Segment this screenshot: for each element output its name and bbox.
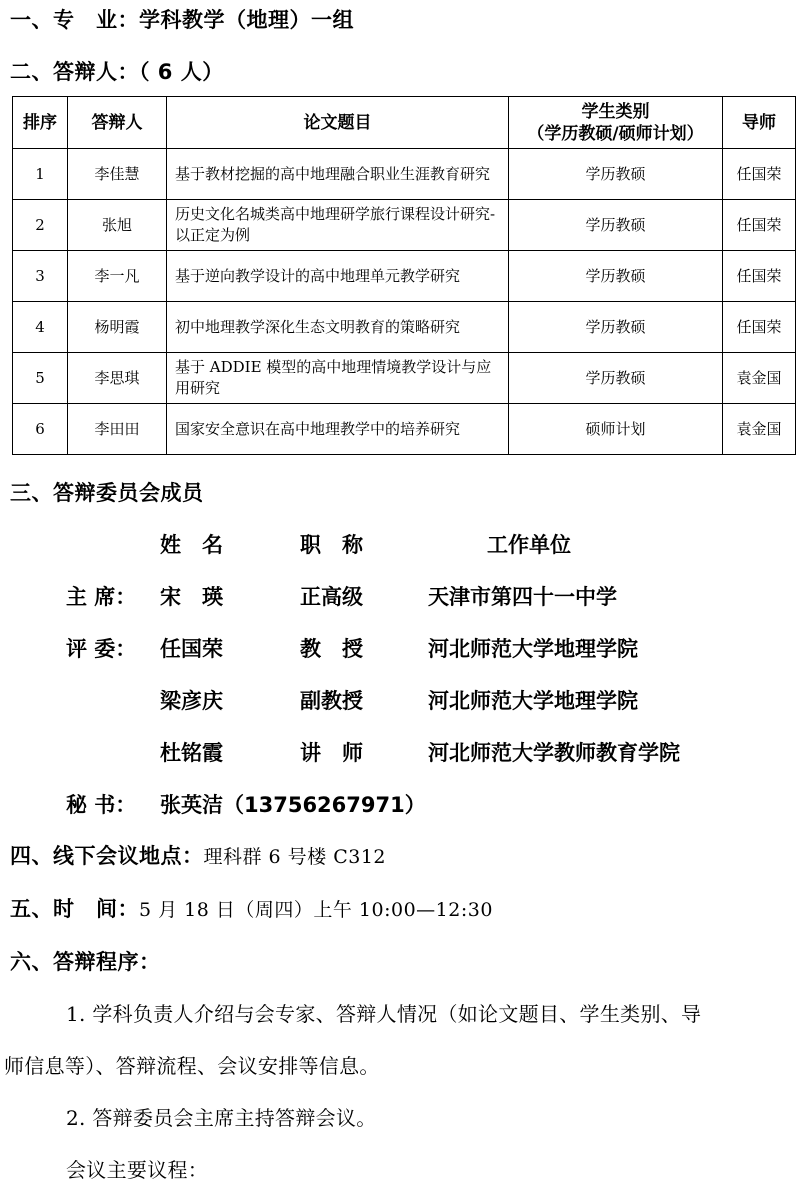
cell-thesis: 基于逆向教学设计的高中地理单元教学研究 bbox=[167, 251, 509, 302]
committee-member-row bbox=[0, 633, 797, 663]
cell-order: 1 bbox=[13, 149, 68, 200]
committee-header-title: 职 称 bbox=[300, 533, 363, 557]
committee-member-row bbox=[0, 685, 797, 715]
cell-student: 李佳慧 bbox=[68, 149, 167, 200]
member-title: 教 授 bbox=[300, 637, 363, 661]
procedure-step-1-line2: 师信息等）、答辩流程、会议安排等信息。 bbox=[4, 1054, 380, 1078]
cell-advisor: 任国荣 bbox=[723, 200, 796, 251]
cell-category: 学历教硕 bbox=[509, 149, 723, 200]
table-row bbox=[13, 149, 796, 200]
major-label: 一、专 业： bbox=[10, 8, 139, 32]
cell-student: 李一凡 bbox=[68, 251, 167, 302]
chair-name: 宋 瑛 bbox=[160, 585, 223, 609]
member-name: 杜铭霞 bbox=[160, 741, 223, 765]
committee-header-name: 姓 名 bbox=[160, 533, 223, 557]
table-row bbox=[13, 302, 796, 353]
header-category bbox=[509, 97, 723, 149]
table-row bbox=[13, 200, 796, 251]
cell-thesis: 历史文化名城类高中地理研学旅行课程设计研究-以正定为例 bbox=[167, 200, 509, 251]
table-header-row bbox=[13, 97, 796, 149]
secretary-value: 张英洁（13756267971） bbox=[160, 793, 426, 817]
cell-order: 5 bbox=[13, 353, 68, 404]
cell-advisor: 任国荣 bbox=[723, 302, 796, 353]
table-row bbox=[13, 353, 796, 404]
cell-order: 4 bbox=[13, 302, 68, 353]
agenda-label: 会议主要议程： bbox=[66, 1158, 209, 1182]
committee-heading: 三、答辩委员会成员 bbox=[10, 481, 204, 505]
cell-student: 李田田 bbox=[68, 404, 167, 455]
cell-category: 学历教硕 bbox=[509, 251, 723, 302]
header-thesis: 论文题目 bbox=[167, 97, 509, 149]
cell-student: 张旭 bbox=[68, 200, 167, 251]
cell-order: 2 bbox=[13, 200, 68, 251]
time-heading bbox=[10, 893, 493, 923]
header-student: 答辩人 bbox=[68, 97, 167, 149]
cell-thesis: 国家安全意识在高中地理教学中的培养研究 bbox=[167, 404, 509, 455]
procedure-step-1-line1: 1. 学科负责人介绍与会专家、答辩人情况（如论文题目、学生类别、导 bbox=[66, 1002, 702, 1026]
defenders-label: 二、答辩人： bbox=[10, 60, 139, 84]
header-category-line1: 学生类别 bbox=[581, 101, 650, 122]
cell-advisor: 袁金国 bbox=[723, 353, 796, 404]
committee-chair-row bbox=[0, 581, 797, 611]
committee-header-unit: 工作单位 bbox=[487, 533, 571, 557]
members-role: 评 委： bbox=[66, 637, 137, 661]
major-heading bbox=[10, 4, 354, 34]
member-unit: 河北师范大学地理学院 bbox=[428, 637, 638, 661]
cell-order: 3 bbox=[13, 251, 68, 302]
time-value: 5 月 18 日（周四）上午 10:00—12:30 bbox=[139, 899, 493, 921]
chair-role: 主 席： bbox=[66, 585, 137, 609]
venue-value: 理科群 6 号楼 C312 bbox=[203, 846, 387, 868]
cell-student: 杨明霞 bbox=[68, 302, 167, 353]
cell-thesis: 初中地理教学深化生态文明教育的策略研究 bbox=[167, 302, 509, 353]
defenders-count: （ 6 人） bbox=[139, 60, 224, 84]
committee-header-row bbox=[0, 529, 797, 559]
cell-category: 学历教硕 bbox=[509, 353, 723, 404]
cell-category: 学历教硕 bbox=[509, 302, 723, 353]
table-row bbox=[13, 251, 796, 302]
cell-student: 李思琪 bbox=[68, 353, 167, 404]
procedure-step-2: 2. 答辩委员会主席主持答辩会议。 bbox=[66, 1106, 377, 1130]
cell-category: 硕师计划 bbox=[509, 404, 723, 455]
defense-table bbox=[12, 96, 796, 455]
cell-advisor: 袁金国 bbox=[723, 404, 796, 455]
venue-label: 四、线下会议地点： bbox=[10, 844, 204, 868]
secretary-role: 秘 书： bbox=[66, 793, 137, 817]
procedure-heading: 六、答辩程序： bbox=[10, 950, 161, 974]
cell-advisor: 任国荣 bbox=[723, 149, 796, 200]
cell-advisor: 任国荣 bbox=[723, 251, 796, 302]
chair-unit: 天津市第四十一中学 bbox=[428, 585, 617, 609]
committee-secretary-row bbox=[0, 789, 797, 819]
header-order: 排序 bbox=[13, 97, 68, 149]
cell-thesis: 基于 ADDIE 模型的高中地理情境教学设计与应用研究 bbox=[167, 353, 509, 404]
member-title: 讲 师 bbox=[300, 741, 363, 765]
time-label: 五、时 间： bbox=[10, 897, 139, 921]
defenders-heading bbox=[10, 56, 224, 86]
member-name: 梁彦庆 bbox=[160, 689, 223, 713]
chair-title: 正高级 bbox=[300, 585, 363, 609]
member-title: 副教授 bbox=[300, 689, 363, 713]
table-row bbox=[13, 404, 796, 455]
venue-heading bbox=[10, 840, 386, 870]
member-name: 任国荣 bbox=[160, 637, 223, 661]
major-value: 学科教学（地理）一组 bbox=[139, 8, 354, 32]
member-unit: 河北师范大学地理学院 bbox=[428, 689, 638, 713]
header-advisor: 导师 bbox=[723, 97, 796, 149]
member-unit: 河北师范大学教师教育学院 bbox=[428, 741, 680, 765]
committee-member-row bbox=[0, 737, 797, 767]
cell-order: 6 bbox=[13, 404, 68, 455]
cell-thesis: 基于教材挖掘的高中地理融合职业生涯教育研究 bbox=[167, 149, 509, 200]
header-category-line2: （学历教硕/硕师计划） bbox=[527, 123, 704, 144]
cell-category: 学历教硕 bbox=[509, 200, 723, 251]
